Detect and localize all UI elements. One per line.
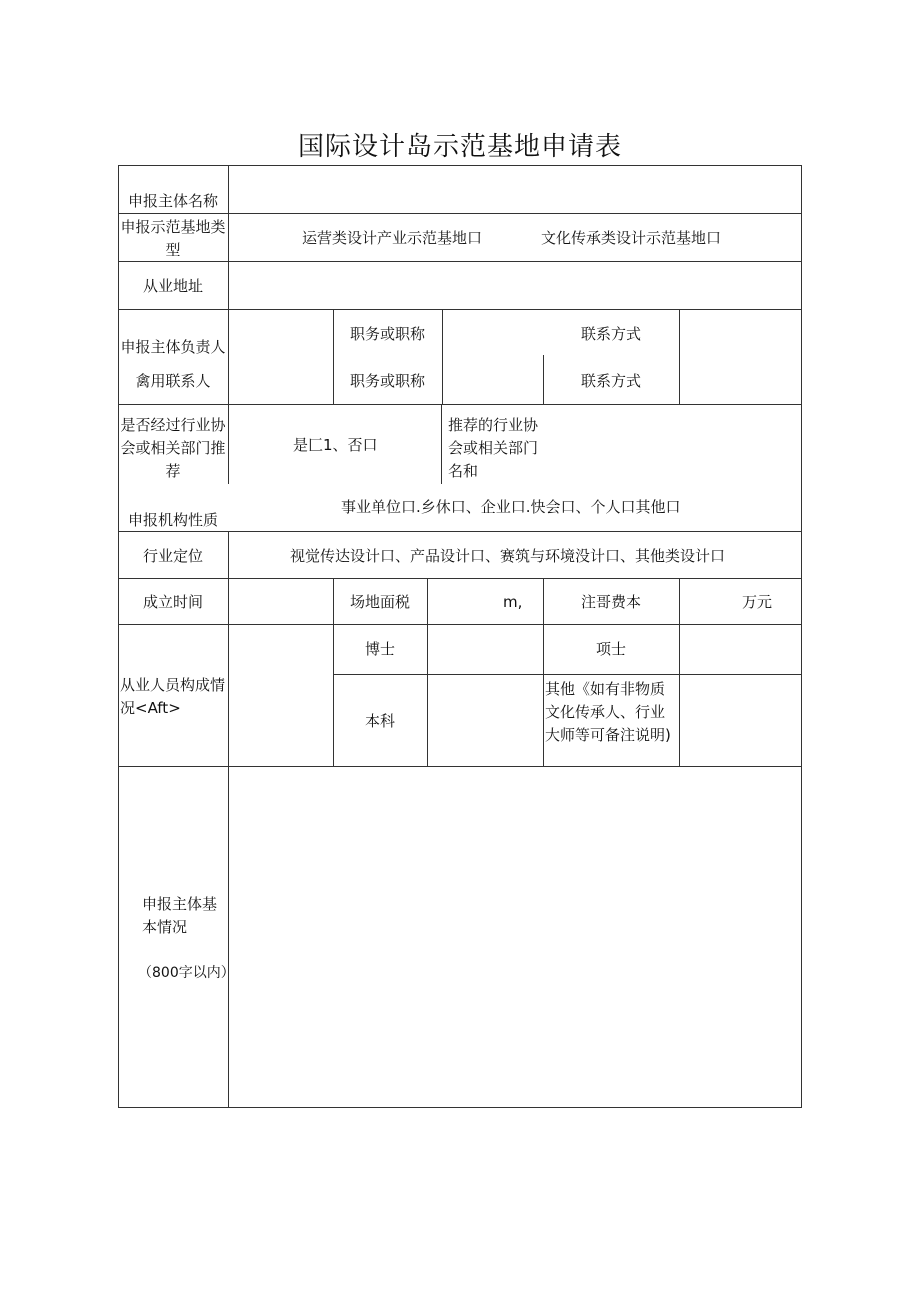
industry-position-label: 行业定位 — [142, 547, 203, 565]
entity-name-label: 申报主体名称 — [127, 192, 218, 210]
person-in-charge-label: 申报主体负责人 — [120, 338, 226, 356]
column-divider — [441, 404, 442, 484]
bachelor-label: 本科 — [364, 712, 395, 730]
option-operation-base[interactable]: 运营类设计产业示范基地口 — [302, 229, 483, 247]
area-unit: m, — [503, 593, 523, 611]
recommended-options[interactable]: 是匚1、否口 — [293, 436, 378, 454]
title-field[interactable] — [443, 310, 543, 404]
staff-label: 从业人员构成情况<Aft> — [120, 676, 226, 717]
established-label: 成立时间 — [142, 593, 203, 611]
established-field[interactable] — [229, 579, 333, 624]
recommended-label: 是否经过行业协会或相关部门推荐 — [120, 416, 226, 480]
master-label: 项士 — [595, 640, 626, 658]
other-staff-field[interactable] — [680, 675, 801, 766]
column-divider — [679, 578, 680, 624]
person-name-field[interactable] — [229, 310, 333, 404]
contact-method-field[interactable] — [680, 310, 801, 404]
phd-label: 博士 — [364, 640, 395, 658]
row-divider — [118, 404, 802, 405]
org-nature-options[interactable]: 事业单位口.乡休口、企业口.快会口、个人口其他口 — [341, 498, 681, 516]
basic-info-field[interactable] — [229, 767, 801, 1107]
capital-label: 注哥费本 — [580, 593, 641, 611]
capital-unit: 万元 — [742, 593, 773, 611]
contact-method-label-1: 联系方式 — [580, 325, 641, 343]
bachelor-field[interactable] — [428, 675, 543, 766]
address-label: 从业地址 — [142, 277, 203, 295]
address-field[interactable] — [229, 262, 801, 309]
backup-contact-label: 禽用联系人 — [135, 372, 211, 390]
row-divider — [118, 531, 802, 532]
contact-method-label-2: 联系方式 — [580, 372, 641, 390]
other-staff-label: 其他《如有非物质文化传承人、行业大师等可备注说明) — [545, 680, 671, 744]
industry-position-options[interactable]: 视觉传达设计口、产品设计口、赛筑与环境没计口、其他类设计口 — [290, 547, 726, 565]
master-field[interactable] — [680, 625, 801, 674]
basic-info-label: 申报主体基本情况 — [142, 895, 218, 936]
recommender-name-label: 推荐的行业协会或相关部门名和 — [448, 416, 539, 480]
table-border — [118, 165, 119, 1108]
column-divider — [228, 404, 229, 484]
title-label-2: 职务或职称 — [349, 372, 425, 390]
application-form — [118, 165, 802, 1108]
column-divider — [427, 578, 428, 624]
area-label: 场地面税 — [349, 593, 410, 611]
base-type-label: 申报示范基地类型 — [120, 218, 226, 259]
row-divider — [118, 578, 802, 579]
title-label-1: 职务或职称 — [349, 325, 425, 343]
row-divider — [118, 213, 802, 214]
option-culture-base[interactable]: 文化传承类设计示范基地口 — [541, 229, 722, 247]
entity-name-field[interactable] — [229, 166, 801, 213]
phd-field[interactable] — [428, 625, 543, 674]
basic-info-note: （800字以内） — [138, 965, 235, 981]
table-border — [801, 165, 802, 1108]
page-title: 国际设计岛示范基地申请表 — [297, 132, 622, 162]
org-nature-label: 申报机构性质 — [127, 511, 218, 529]
table-border — [118, 1107, 802, 1108]
